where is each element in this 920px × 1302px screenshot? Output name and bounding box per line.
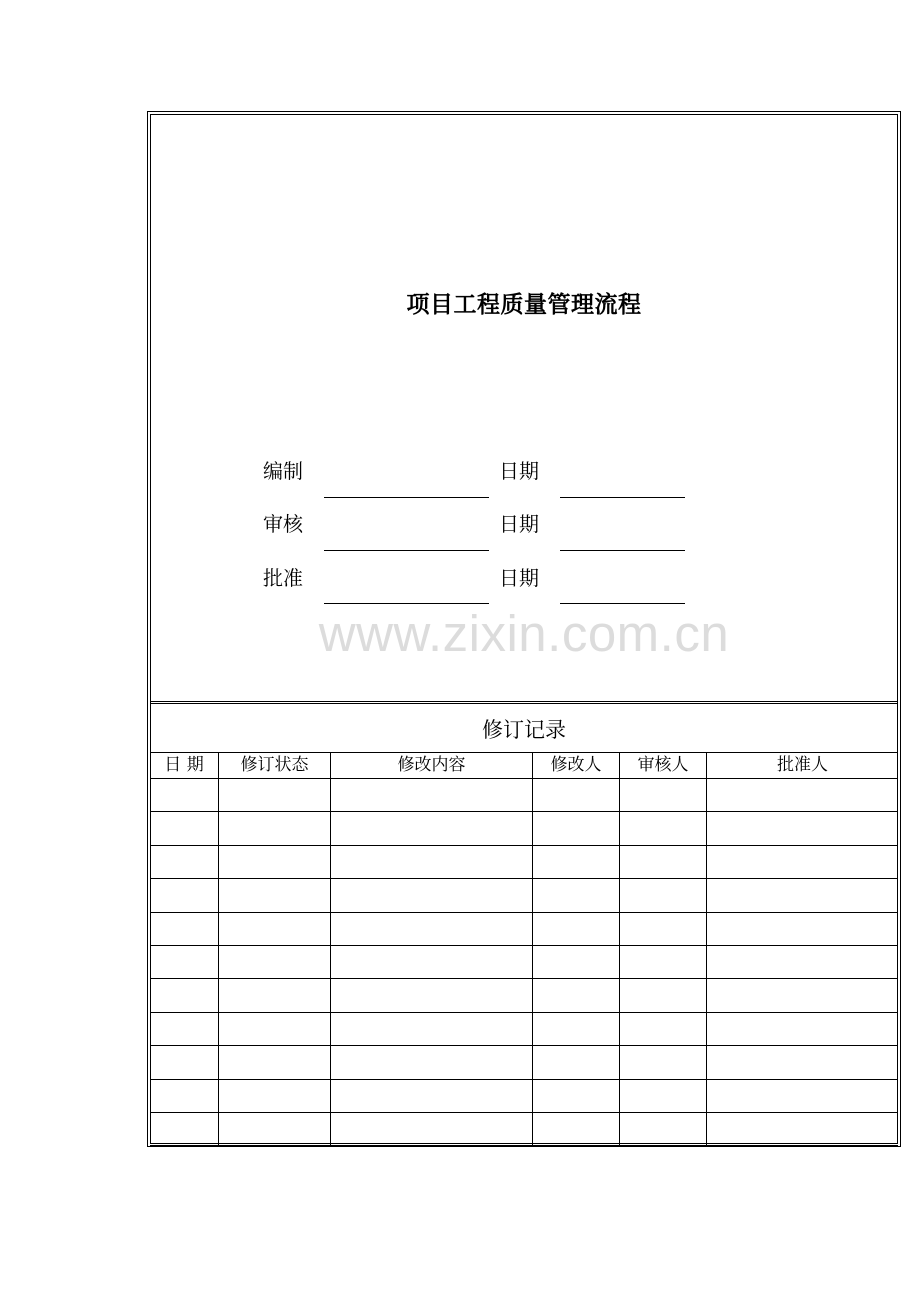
table-cell[interactable] (620, 946, 706, 978)
table-cell[interactable] (707, 1080, 898, 1112)
table-cell[interactable] (150, 1046, 218, 1078)
approved-date-label: 日期 (499, 566, 539, 590)
table-cell[interactable] (533, 913, 619, 945)
table-cell[interactable] (331, 1080, 532, 1112)
table-cell[interactable] (331, 1046, 532, 1078)
table-cell[interactable] (533, 1080, 619, 1112)
table-cell[interactable] (620, 979, 706, 1011)
header-reviewed-by: 审核人 (637, 755, 689, 775)
compiled-date-label: 日期 (499, 459, 539, 483)
table-cell[interactable] (150, 879, 218, 911)
section-divider (150, 701, 898, 702)
table-cell[interactable] (533, 1046, 619, 1078)
reviewed-date-line[interactable] (560, 550, 685, 551)
table-cell[interactable] (620, 812, 706, 844)
table-cell[interactable] (620, 913, 706, 945)
table-cell[interactable] (219, 979, 330, 1011)
table-cell[interactable] (533, 946, 619, 978)
table-cell[interactable] (219, 913, 330, 945)
table-cell[interactable] (620, 779, 706, 811)
compiled-date-line[interactable] (560, 497, 685, 498)
table-cell[interactable] (533, 1013, 619, 1045)
header-revision-status: 修订状态 (240, 755, 309, 775)
compiled-by-line[interactable] (324, 497, 489, 498)
table-cell[interactable] (331, 846, 532, 878)
table-cell[interactable] (331, 946, 532, 978)
table-cell[interactable] (150, 779, 218, 811)
table-cell[interactable] (150, 812, 218, 844)
watermark: www.zixin.com.cn (318, 605, 730, 662)
table-cell[interactable] (533, 879, 619, 911)
table-cell[interactable] (331, 812, 532, 844)
table-cell[interactable] (219, 1113, 330, 1145)
table-cell[interactable] (707, 1013, 898, 1045)
table-cell[interactable] (219, 1013, 330, 1045)
table-cell[interactable] (533, 812, 619, 844)
table-cell[interactable] (331, 913, 532, 945)
table-cell[interactable] (533, 779, 619, 811)
table-cell[interactable] (219, 1046, 330, 1078)
table-cell[interactable] (150, 1113, 218, 1145)
table-cell[interactable] (219, 1080, 330, 1112)
table-cell[interactable] (331, 979, 532, 1011)
table-cell[interactable] (620, 879, 706, 911)
table-cell[interactable] (707, 946, 898, 978)
table-cell[interactable] (331, 779, 532, 811)
table-cell[interactable] (707, 846, 898, 878)
table-cell[interactable] (707, 779, 898, 811)
revision-record-title: 修订记录 (482, 718, 566, 742)
table-cell[interactable] (707, 1046, 898, 1078)
header-change-content: 修改内容 (397, 755, 466, 775)
table-cell[interactable] (533, 846, 619, 878)
table-cell[interactable] (707, 812, 898, 844)
table-cell[interactable] (620, 846, 706, 878)
table-cell[interactable] (620, 1080, 706, 1112)
table-cell[interactable] (620, 1113, 706, 1145)
table-cell[interactable] (331, 1013, 532, 1045)
table-cell[interactable] (533, 1113, 619, 1145)
table-cell[interactable] (219, 846, 330, 878)
compiled-by-label: 编制 (263, 459, 303, 483)
table-cell[interactable] (219, 879, 330, 911)
table-cell[interactable] (150, 1080, 218, 1112)
document-title: 项目工程质量管理流程 (406, 292, 642, 318)
header-approved-by: 批准人 (777, 755, 828, 775)
reviewed-date-label: 日期 (499, 512, 539, 536)
table-cell[interactable] (150, 846, 218, 878)
table-cell[interactable] (150, 946, 218, 978)
table-cell[interactable] (707, 979, 898, 1011)
reviewed-by-label: 审核 (263, 512, 303, 536)
table-cell[interactable] (707, 879, 898, 911)
section-divider-inner (150, 703, 898, 704)
table-cell[interactable] (219, 779, 330, 811)
table-top-border (150, 752, 898, 753)
table-cell[interactable] (331, 879, 532, 911)
table-cell[interactable] (219, 946, 330, 978)
table-cell[interactable] (707, 913, 898, 945)
table-cell[interactable] (219, 812, 330, 844)
reviewed-by-line[interactable] (324, 550, 489, 551)
table-cell[interactable] (533, 979, 619, 1011)
header-date: 日 期 (164, 755, 204, 775)
approved-by-label: 批准 (263, 566, 303, 590)
table-cell[interactable] (150, 913, 218, 945)
table-cell[interactable] (150, 979, 218, 1011)
header-modified-by: 修改人 (550, 755, 602, 775)
table-row-border (150, 1145, 898, 1146)
table-cell[interactable] (620, 1046, 706, 1078)
table-cell[interactable] (150, 1013, 218, 1045)
table-cell[interactable] (620, 1013, 706, 1045)
table-cell[interactable] (707, 1113, 898, 1145)
table-cell[interactable] (331, 1113, 532, 1145)
